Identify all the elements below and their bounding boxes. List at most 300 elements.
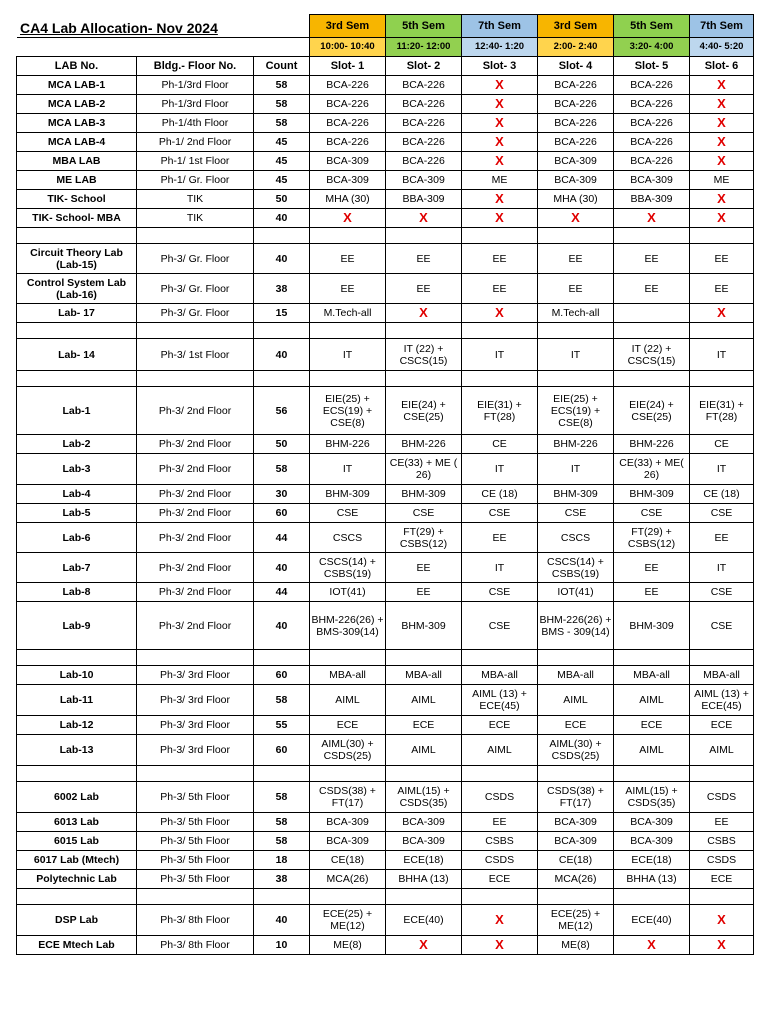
count-cell: 50 bbox=[254, 435, 310, 454]
not-allocated-mark: X bbox=[462, 76, 538, 95]
empty-cell bbox=[137, 889, 254, 905]
slot-cell: EE bbox=[690, 813, 754, 832]
slot-cell: ECE(25) + ME(12) bbox=[310, 905, 386, 936]
empty-cell bbox=[462, 650, 538, 666]
lab-name: Lab-1 bbox=[17, 387, 137, 435]
slot-cell: EE bbox=[462, 813, 538, 832]
count-cell: 18 bbox=[254, 851, 310, 870]
slot-cell: AIML bbox=[690, 735, 754, 766]
slot-cell: CSBS bbox=[690, 832, 754, 851]
lab-name: TIK- School bbox=[17, 190, 137, 209]
slot-cell: IT bbox=[462, 553, 538, 583]
slot-cell: EE bbox=[538, 244, 614, 274]
slot-cell: IT bbox=[310, 454, 386, 485]
not-allocated-mark: X bbox=[690, 209, 754, 228]
empty-cell bbox=[614, 323, 690, 339]
table-row bbox=[17, 851, 754, 870]
column-header: Slot- 6 bbox=[690, 57, 754, 76]
slot-cell: CSCS(14) + CSBS(19) bbox=[310, 553, 386, 583]
empty-cell bbox=[690, 323, 754, 339]
empty-cell bbox=[690, 766, 754, 782]
not-allocated-mark: X bbox=[462, 905, 538, 936]
count-cell: 44 bbox=[254, 583, 310, 602]
slot-cell: IT bbox=[690, 553, 754, 583]
not-allocated-mark: X bbox=[614, 936, 690, 955]
empty-cell bbox=[310, 766, 386, 782]
slot-cell: AIML (13) + ECE(45) bbox=[462, 685, 538, 716]
count-cell: 38 bbox=[254, 870, 310, 889]
semester-row bbox=[17, 15, 754, 38]
slot-cell: AIML bbox=[614, 735, 690, 766]
empty-cell bbox=[310, 323, 386, 339]
table-row bbox=[17, 274, 754, 304]
slot-cell: CSE bbox=[538, 504, 614, 523]
time-cell: 3:20- 4:00 bbox=[614, 38, 690, 57]
slot-cell: ECE(25) + ME(12) bbox=[538, 905, 614, 936]
table-row bbox=[17, 114, 754, 133]
floor-cell: Ph-3/ 2nd Floor bbox=[137, 553, 254, 583]
table-row bbox=[17, 936, 754, 955]
not-allocated-mark: X bbox=[386, 209, 462, 228]
not-allocated-mark: X bbox=[690, 304, 754, 323]
slot-cell: BCA-226 bbox=[386, 95, 462, 114]
count-cell: 45 bbox=[254, 133, 310, 152]
semester-cell: 5th Sem bbox=[386, 15, 462, 38]
column-header: Count bbox=[254, 57, 310, 76]
slot-cell: EE bbox=[614, 274, 690, 304]
slot-cell: BCA-226 bbox=[386, 114, 462, 133]
slot-cell: IT (22) + CSCS(15) bbox=[614, 339, 690, 371]
slot-cell: BCA-226 bbox=[614, 95, 690, 114]
empty-cell bbox=[538, 228, 614, 244]
empty-cell bbox=[137, 766, 254, 782]
empty-cell bbox=[614, 371, 690, 387]
count-cell: 58 bbox=[254, 95, 310, 114]
slot-cell: BHM-226(26) + BMS - 309(14) bbox=[538, 602, 614, 650]
separator-row bbox=[17, 228, 754, 244]
slot-cell: EE bbox=[386, 274, 462, 304]
slot-cell: BCA-226 bbox=[538, 114, 614, 133]
table-row bbox=[17, 95, 754, 114]
separator-row bbox=[17, 323, 754, 339]
slot-cell: IT (22) + CSCS(15) bbox=[386, 339, 462, 371]
slot-cell: EE bbox=[690, 274, 754, 304]
not-allocated-mark: X bbox=[690, 190, 754, 209]
slot-cell: ECE bbox=[462, 716, 538, 735]
empty-cell bbox=[254, 228, 310, 244]
slot-cell: ECE bbox=[690, 716, 754, 735]
lab-name: Lab- 17 bbox=[17, 304, 137, 323]
floor-cell: Ph-3/ 8th Floor bbox=[137, 936, 254, 955]
lab-name: 6017 Lab (Mtech) bbox=[17, 851, 137, 870]
floor-cell: Ph-1/4th Floor bbox=[137, 114, 254, 133]
slot-cell: IT bbox=[462, 454, 538, 485]
lab-name: TIK- School- MBA bbox=[17, 209, 137, 228]
slot-cell: EIE(24) + CSE(25) bbox=[386, 387, 462, 435]
lab-name: Lab-12 bbox=[17, 716, 137, 735]
not-allocated-mark: X bbox=[462, 304, 538, 323]
empty-cell bbox=[254, 889, 310, 905]
empty-cell bbox=[538, 650, 614, 666]
slot-cell: CSCS bbox=[310, 523, 386, 553]
time-cell: 2:00- 2:40 bbox=[538, 38, 614, 57]
not-allocated-mark: X bbox=[386, 304, 462, 323]
empty-cell bbox=[462, 228, 538, 244]
lab-name: ME LAB bbox=[17, 171, 137, 190]
slot-cell: MBA-all bbox=[462, 666, 538, 685]
floor-cell: Ph-3/ Gr. Floor bbox=[137, 274, 254, 304]
slot-cell: FT(29) + CSBS(12) bbox=[386, 523, 462, 553]
slot-cell: AIML bbox=[462, 735, 538, 766]
count-cell: 58 bbox=[254, 76, 310, 95]
column-header: Slot- 2 bbox=[386, 57, 462, 76]
table-row bbox=[17, 813, 754, 832]
floor-cell: Ph-3/ 2nd Floor bbox=[137, 387, 254, 435]
slot-cell: BCA-309 bbox=[538, 152, 614, 171]
lab-name: Lab-10 bbox=[17, 666, 137, 685]
document-title: CA4 Lab Allocation- Nov 2024 bbox=[20, 20, 218, 36]
slot-cell: EE bbox=[462, 244, 538, 274]
semester-cell: 7th Sem bbox=[690, 15, 754, 38]
not-allocated-mark: X bbox=[462, 152, 538, 171]
empty-cell bbox=[310, 650, 386, 666]
table-row bbox=[17, 685, 754, 716]
empty-cell bbox=[17, 228, 137, 244]
floor-cell: TIK bbox=[137, 209, 254, 228]
slot-cell: MCA(26) bbox=[310, 870, 386, 889]
count-cell: 56 bbox=[254, 387, 310, 435]
slot-cell: EE bbox=[310, 244, 386, 274]
slot-cell: CSCS bbox=[538, 523, 614, 553]
floor-cell: Ph-1/3rd Floor bbox=[137, 76, 254, 95]
floor-cell: Ph-3/ 2nd Floor bbox=[137, 602, 254, 650]
table-row bbox=[17, 190, 754, 209]
column-header: Slot- 4 bbox=[538, 57, 614, 76]
table-row bbox=[17, 454, 754, 485]
count-cell: 58 bbox=[254, 454, 310, 485]
slot-cell: BCA-309 bbox=[386, 813, 462, 832]
not-allocated-mark: X bbox=[690, 114, 754, 133]
slot-cell: IOT(41) bbox=[310, 583, 386, 602]
empty-cell bbox=[310, 228, 386, 244]
empty-cell bbox=[690, 371, 754, 387]
lab-name: Lab-3 bbox=[17, 454, 137, 485]
slot-cell: AIML(30) + CSDS(25) bbox=[310, 735, 386, 766]
not-allocated-mark: X bbox=[462, 114, 538, 133]
slot-cell: ECE(18) bbox=[386, 851, 462, 870]
column-header: Slot- 3 bbox=[462, 57, 538, 76]
slot-cell: BCA-226 bbox=[310, 76, 386, 95]
slot-cell: ECE(40) bbox=[386, 905, 462, 936]
slot-cell: EIE(25) + ECS(19) + CSE(8) bbox=[310, 387, 386, 435]
slot-cell: BCA-226 bbox=[310, 95, 386, 114]
slot-cell: EE bbox=[386, 553, 462, 583]
slot-cell: EE bbox=[690, 523, 754, 553]
not-allocated-mark: X bbox=[690, 905, 754, 936]
slot-cell: ECE bbox=[690, 870, 754, 889]
slot-cell: CSE bbox=[462, 602, 538, 650]
empty-cell bbox=[462, 766, 538, 782]
floor-cell: Ph-3/ 2nd Floor bbox=[137, 435, 254, 454]
floor-cell: Ph-3/ 5th Floor bbox=[137, 851, 254, 870]
floor-cell: Ph-3/ 5th Floor bbox=[137, 832, 254, 851]
slot-cell: BCA-226 bbox=[386, 76, 462, 95]
floor-cell: Ph-1/ 1st Floor bbox=[137, 152, 254, 171]
count-cell: 15 bbox=[254, 304, 310, 323]
slot-cell: CSCS(14) + CSBS(19) bbox=[538, 553, 614, 583]
slot-cell: EE bbox=[538, 274, 614, 304]
separator-row bbox=[17, 889, 754, 905]
slot-cell: BCA-309 bbox=[310, 152, 386, 171]
count-cell: 60 bbox=[254, 666, 310, 685]
not-allocated-mark: X bbox=[462, 936, 538, 955]
count-cell: 40 bbox=[254, 209, 310, 228]
lab-name: MCA LAB-2 bbox=[17, 95, 137, 114]
table-row bbox=[17, 832, 754, 851]
empty-cell bbox=[538, 371, 614, 387]
table-row bbox=[17, 209, 754, 228]
floor-cell: Ph-3/ 1st Floor bbox=[137, 339, 254, 371]
not-allocated-mark: X bbox=[690, 76, 754, 95]
slot-cell: CSDS bbox=[462, 851, 538, 870]
empty-cell bbox=[462, 889, 538, 905]
slot-cell: AIML bbox=[386, 735, 462, 766]
floor-cell: Ph-3/ 5th Floor bbox=[137, 782, 254, 813]
count-cell: 40 bbox=[254, 244, 310, 274]
empty-cell bbox=[614, 650, 690, 666]
slot-cell: CE bbox=[690, 435, 754, 454]
floor-cell: Ph-3/ 5th Floor bbox=[137, 813, 254, 832]
floor-cell: Ph-3/ 8th Floor bbox=[137, 905, 254, 936]
slot-cell: BHM-309 bbox=[614, 485, 690, 504]
floor-cell: Ph-1/ 2nd Floor bbox=[137, 133, 254, 152]
slot-cell: EIE(24) + CSE(25) bbox=[614, 387, 690, 435]
table-row bbox=[17, 523, 754, 553]
semester-cell: 7th Sem bbox=[462, 15, 538, 38]
slot-cell: BHM-226 bbox=[386, 435, 462, 454]
empty-cell bbox=[137, 650, 254, 666]
slot-cell: CSE bbox=[614, 504, 690, 523]
not-allocated-mark: X bbox=[690, 936, 754, 955]
empty-cell bbox=[137, 228, 254, 244]
slot-cell: EIE(25) + ECS(19) + CSE(8) bbox=[538, 387, 614, 435]
empty-cell bbox=[538, 766, 614, 782]
slot-cell: IOT(41) bbox=[538, 583, 614, 602]
slot-cell: BCA-226 bbox=[614, 133, 690, 152]
slot-cell: BCA-309 bbox=[310, 832, 386, 851]
floor-cell: Ph-3/ 5th Floor bbox=[137, 870, 254, 889]
slot-cell: BHM-226 bbox=[538, 435, 614, 454]
empty-cell bbox=[254, 371, 310, 387]
column-header: LAB No. bbox=[17, 57, 137, 76]
count-cell: 44 bbox=[254, 523, 310, 553]
slot-cell: ECE bbox=[386, 716, 462, 735]
empty-cell bbox=[690, 228, 754, 244]
lab-name: ECE Mtech Lab bbox=[17, 936, 137, 955]
table-row bbox=[17, 387, 754, 435]
lab-name: Lab-7 bbox=[17, 553, 137, 583]
floor-cell: Ph-3/ 3rd Floor bbox=[137, 716, 254, 735]
empty-cell bbox=[254, 650, 310, 666]
header-row bbox=[17, 57, 754, 76]
slot-cell: ECE bbox=[462, 870, 538, 889]
allocation-table bbox=[16, 14, 754, 955]
empty-cell bbox=[386, 228, 462, 244]
title-spacer bbox=[17, 38, 310, 57]
count-cell: 50 bbox=[254, 190, 310, 209]
not-allocated-mark: X bbox=[690, 133, 754, 152]
lab-name: 6015 Lab bbox=[17, 832, 137, 851]
not-allocated-mark: X bbox=[462, 190, 538, 209]
count-cell: 60 bbox=[254, 735, 310, 766]
column-header: Slot- 5 bbox=[614, 57, 690, 76]
slot-cell: BCA-226 bbox=[614, 114, 690, 133]
table-row bbox=[17, 435, 754, 454]
slot-cell: BHHA (13) bbox=[386, 870, 462, 889]
empty-cell bbox=[17, 371, 137, 387]
count-cell: 45 bbox=[254, 171, 310, 190]
slot-cell: AIML(15) + CSDS(35) bbox=[386, 782, 462, 813]
not-allocated-mark: X bbox=[462, 209, 538, 228]
count-cell: 38 bbox=[254, 274, 310, 304]
slot-cell: CSDS(38) + FT(17) bbox=[538, 782, 614, 813]
slot-cell: EE bbox=[690, 244, 754, 274]
separator-row bbox=[17, 766, 754, 782]
slot-cell: BCA-309 bbox=[614, 171, 690, 190]
slot-cell: BHM-226 bbox=[310, 435, 386, 454]
slot-cell: CE (18) bbox=[690, 485, 754, 504]
slot-cell: MBA-all bbox=[310, 666, 386, 685]
empty-cell bbox=[17, 766, 137, 782]
empty-cell bbox=[254, 323, 310, 339]
slot-cell: BCA-309 bbox=[386, 832, 462, 851]
slot-cell: CSE bbox=[462, 504, 538, 523]
column-header: Slot- 1 bbox=[310, 57, 386, 76]
lab-name: MBA LAB bbox=[17, 152, 137, 171]
semester-cell: 5th Sem bbox=[614, 15, 690, 38]
slot-cell: EE bbox=[386, 583, 462, 602]
slot-cell: BCA-226 bbox=[538, 95, 614, 114]
count-cell: 58 bbox=[254, 832, 310, 851]
not-allocated-mark: X bbox=[614, 209, 690, 228]
lab-name: Polytechnic Lab bbox=[17, 870, 137, 889]
empty-cell bbox=[386, 371, 462, 387]
time-cell: 10:00- 10:40 bbox=[310, 38, 386, 57]
not-allocated-mark: X bbox=[462, 95, 538, 114]
slot-cell: BCA-309 bbox=[538, 171, 614, 190]
slot-cell: IT bbox=[690, 339, 754, 371]
table-row bbox=[17, 504, 754, 523]
lab-name: Lab-11 bbox=[17, 685, 137, 716]
slot-cell: M.Tech-all bbox=[538, 304, 614, 323]
lab-name: 6002 Lab bbox=[17, 782, 137, 813]
lab-name: Lab-5 bbox=[17, 504, 137, 523]
slot-cell: M.Tech-all bbox=[310, 304, 386, 323]
empty-cell bbox=[386, 650, 462, 666]
slot-cell: CSE bbox=[690, 602, 754, 650]
slot-cell: CE(18) bbox=[310, 851, 386, 870]
slot-cell: IT bbox=[462, 339, 538, 371]
slot-cell: AIML (13) + ECE(45) bbox=[690, 685, 754, 716]
slot-cell: CE(33) + ME( 26) bbox=[614, 454, 690, 485]
count-cell: 40 bbox=[254, 905, 310, 936]
slot-cell: AIML(15) + CSDS(35) bbox=[614, 782, 690, 813]
empty-cell bbox=[386, 323, 462, 339]
slot-cell: CE (18) bbox=[462, 485, 538, 504]
time-cell: 4:40- 5:20 bbox=[690, 38, 754, 57]
table-row bbox=[17, 716, 754, 735]
not-allocated-mark: X bbox=[690, 152, 754, 171]
lab-name: Circuit Theory Lab (Lab-15) bbox=[17, 244, 137, 274]
empty-cell bbox=[462, 323, 538, 339]
empty-cell bbox=[538, 889, 614, 905]
slot-cell: BHM-309 bbox=[386, 602, 462, 650]
lab-name: Lab- 14 bbox=[17, 339, 137, 371]
lab-name: Control System Lab (Lab-16) bbox=[17, 274, 137, 304]
slot-cell: MHA (30) bbox=[310, 190, 386, 209]
empty-cell bbox=[690, 650, 754, 666]
table-row bbox=[17, 870, 754, 889]
table-row bbox=[17, 133, 754, 152]
table-row bbox=[17, 171, 754, 190]
not-allocated-mark: X bbox=[386, 936, 462, 955]
table-row bbox=[17, 244, 754, 274]
slot-cell: BCA-226 bbox=[386, 133, 462, 152]
slot-cell: CE bbox=[462, 435, 538, 454]
lab-name: MCA LAB-1 bbox=[17, 76, 137, 95]
table-row bbox=[17, 152, 754, 171]
table-row bbox=[17, 339, 754, 371]
slot-cell: BCA-226 bbox=[310, 133, 386, 152]
count-cell: 40 bbox=[254, 339, 310, 371]
slot-cell: CSDS bbox=[690, 782, 754, 813]
slot-cell: EE bbox=[614, 553, 690, 583]
slot-cell: BHM-226 bbox=[614, 435, 690, 454]
floor-cell: Ph-1/3rd Floor bbox=[137, 95, 254, 114]
empty-cell bbox=[17, 323, 137, 339]
column-header: Bldg.- Floor No. bbox=[137, 57, 254, 76]
slot-cell: BHM-309 bbox=[310, 485, 386, 504]
slot-cell: ECE bbox=[614, 716, 690, 735]
slot-cell: IT bbox=[538, 454, 614, 485]
slot-cell: BHM-309 bbox=[614, 602, 690, 650]
slot-cell: EE bbox=[462, 523, 538, 553]
lab-name: Lab-8 bbox=[17, 583, 137, 602]
slot-cell: BCA-309 bbox=[386, 171, 462, 190]
slot-cell: ECE bbox=[538, 716, 614, 735]
slot-cell: BCA-226 bbox=[310, 114, 386, 133]
empty-cell bbox=[690, 889, 754, 905]
slot-cell: ME bbox=[462, 171, 538, 190]
slot-cell: ME bbox=[690, 171, 754, 190]
slot-cell: CSE bbox=[690, 504, 754, 523]
slot-cell: BBA-309 bbox=[386, 190, 462, 209]
slot-cell: CE(33) + ME ( 26) bbox=[386, 454, 462, 485]
not-allocated-mark: X bbox=[690, 95, 754, 114]
slot-cell: EE bbox=[614, 583, 690, 602]
table-row bbox=[17, 602, 754, 650]
slot-cell: BHHA (13) bbox=[614, 870, 690, 889]
slot-cell: EE bbox=[462, 274, 538, 304]
table-row bbox=[17, 782, 754, 813]
slot-cell: MBA-all bbox=[614, 666, 690, 685]
floor-cell: Ph-3/ 2nd Floor bbox=[137, 523, 254, 553]
slot-cell: IT bbox=[310, 339, 386, 371]
floor-cell: Ph-1/ Gr. Floor bbox=[137, 171, 254, 190]
table-row bbox=[17, 553, 754, 583]
slot-cell: BCA-226 bbox=[538, 133, 614, 152]
floor-cell: Ph-3/ 2nd Floor bbox=[137, 504, 254, 523]
